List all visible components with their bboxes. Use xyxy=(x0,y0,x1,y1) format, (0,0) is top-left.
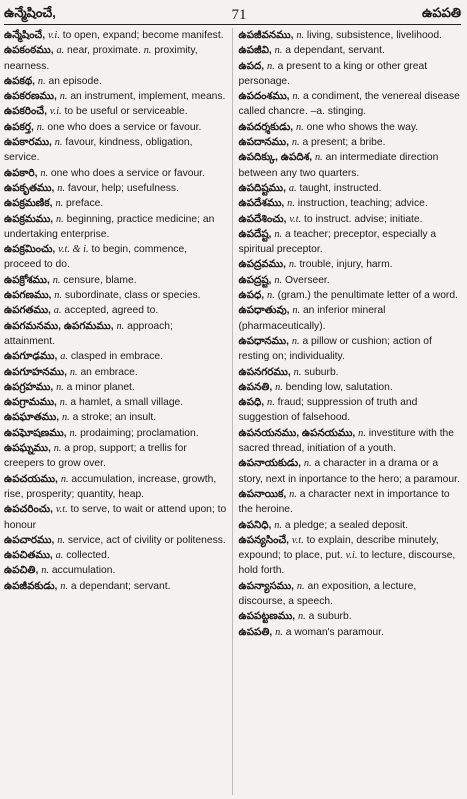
entry-headword: ఉపపట్టణము, xyxy=(238,611,296,623)
entry-pos: n. xyxy=(60,580,68,592)
dictionary-entry xyxy=(239,426,462,457)
entry-definition: a condiment, the venereal disease called chancre. –a. stinging. xyxy=(238,91,460,118)
entry-headword: ఉపనాయిక, xyxy=(238,488,287,500)
entry-definition: service, act of civility or politeness. xyxy=(67,534,226,546)
entry-definition: a pillow or cushion; action of resting on; individuality. xyxy=(238,335,432,363)
entry-headword: ఉపకర్త, xyxy=(4,121,34,133)
entry-definition: preface. xyxy=(66,198,104,210)
entry-pos: n. xyxy=(274,45,283,57)
entry-pos: n. xyxy=(61,412,70,424)
entry-definition: subordinate, class or species. xyxy=(64,290,201,302)
entry-headword: ఉపజీవనము, xyxy=(238,30,294,41)
dictionary-entry xyxy=(239,456,462,487)
entry-headword: ఉపనాయకుడు, xyxy=(238,458,301,470)
entry-pos: n. xyxy=(274,274,283,286)
dictionary-entry xyxy=(4,410,227,425)
entry-definition: one who shows the way. xyxy=(306,121,419,133)
entry-pos: n. xyxy=(55,198,64,210)
entry-definition: one who does a service or favour. xyxy=(47,121,202,133)
entry-headword: ఉపచితి, xyxy=(4,565,39,577)
entry-headword: ఉపగూహనము, xyxy=(4,366,67,378)
dictionary-entry xyxy=(4,120,227,135)
entry-definition: a character next in importance to the heroine. xyxy=(238,488,450,516)
entry-definition: favour, kindness, obligation, service. xyxy=(4,137,193,164)
entry-pos: n. xyxy=(53,443,62,455)
entry-headword: ఉపచయము, xyxy=(4,473,58,485)
entry-headword: ఉపధి, xyxy=(238,397,265,409)
dictionary-entry xyxy=(239,135,462,150)
dictionary-entry xyxy=(239,196,462,211)
entry-definition: censure, blame. xyxy=(63,274,137,286)
dictionary-entry xyxy=(4,104,227,119)
entry-definition: to serve, to wait or attend upon; to honour xyxy=(4,504,227,531)
entry-pos: n. xyxy=(267,397,275,409)
entry-pos: n. xyxy=(292,91,301,103)
entry-pos: n. xyxy=(275,381,283,393)
entry-headword: ఉపగ్రహము, xyxy=(4,381,54,393)
entry-headword: ఉపనిధి, xyxy=(238,519,272,531)
dictionary-entry xyxy=(4,212,227,243)
dictionary-entry xyxy=(4,349,227,364)
entry-headword: ఉపకారి, xyxy=(4,167,38,179)
entry-headword: ఉపకృతము, xyxy=(4,182,55,194)
dictionary-entry xyxy=(239,150,462,181)
entry-definition: a teacher; preceptor, especially a spiritual preceptor. xyxy=(238,228,437,256)
dictionary-entry xyxy=(239,43,462,58)
entry-pos: n. xyxy=(288,259,297,271)
entry-definition: investiture with the sacred thread, initiation of a youth. xyxy=(238,427,455,455)
dictionary-entry xyxy=(4,74,227,89)
dictionary-entry xyxy=(239,120,462,135)
dictionary-entry xyxy=(239,28,462,43)
entry-definition: a present to a king or other great personage. xyxy=(238,60,428,87)
entry-headword: ఉపదర్శకుడు, xyxy=(238,121,294,133)
entry-definition: an exposition, a lecture, discourse, a speech. xyxy=(238,580,417,607)
dictionary-entry xyxy=(239,365,462,380)
dictionary-entry xyxy=(4,563,227,578)
entry-headword: ఉపద, xyxy=(238,60,265,72)
entry-pos: n. xyxy=(41,565,49,577)
entry-headword: ఉపధ, xyxy=(238,290,265,302)
entry-headword: ఉపగతము, xyxy=(4,305,51,317)
dictionary-entry xyxy=(4,181,227,196)
dictionary-entry xyxy=(239,303,462,334)
header-left-headword: ఉన్మేషించే, xyxy=(4,5,56,20)
dictionary-entry xyxy=(239,334,462,365)
entry-definition: living, subsistence, livelihood. xyxy=(306,30,442,41)
entry-headword: ఉపనయనము, ఉపనయము, xyxy=(238,427,356,439)
entry-headword: ఉపనతి, xyxy=(238,381,273,393)
entry-headword: ఉపక్రోశము, xyxy=(4,274,50,286)
dictionary-entry xyxy=(239,181,462,196)
entry-definition: to begin, commence, proceed to do. xyxy=(4,244,188,271)
entry-headword: ఉన్మేషించే, xyxy=(4,30,46,41)
entry-headword: ఉపగమనము, ఉపగమము, xyxy=(4,320,114,332)
entry-headword: ఉపక్రమణిక, xyxy=(4,198,53,210)
entry-definition: one who does a service or favour. xyxy=(50,167,205,179)
entry-headword: ఉపదిక్కు, ఉపదిశ, xyxy=(238,152,313,164)
dictionary-entry xyxy=(4,579,227,594)
dictionary-entry xyxy=(4,135,227,166)
entry-pos: n. xyxy=(57,534,65,546)
entry-definition: a hamlet, a small village. xyxy=(70,397,184,409)
entry-definition: a stroke; an insult. xyxy=(72,412,157,424)
entry-definition: bending low, salutation. xyxy=(285,381,393,393)
entry-definition: to be useful or serviceable. xyxy=(64,106,188,118)
entry-pos: n. xyxy=(36,121,45,133)
dictionary-entry xyxy=(4,288,227,303)
entry-pos: n. xyxy=(298,611,306,623)
entry-definition: a suburb. xyxy=(308,611,352,623)
dictionary-entry xyxy=(239,395,462,426)
entry-pos: v.i. xyxy=(48,30,60,41)
entry-pos: n. xyxy=(274,228,283,240)
entry-pos: n. xyxy=(54,290,62,302)
entry-pos: v.i. xyxy=(345,550,358,562)
entry-definition: instruction, teaching; advice. xyxy=(297,198,428,210)
entry-headword: ఉపధాతువు, xyxy=(238,305,290,317)
entry-pos: n. xyxy=(54,137,63,149)
entry-headword: ఉపకంఠము, xyxy=(4,45,54,57)
entry-pos: a. xyxy=(56,45,65,57)
dictionary-entry xyxy=(4,89,227,104)
entry-headword: ఉపదంశము, xyxy=(238,91,290,103)
dictionary-entry xyxy=(239,257,462,272)
entry-definition: a minor planet. xyxy=(66,381,135,393)
entry-definition: a dependant; servant. xyxy=(70,580,171,592)
entry-definition: collected. xyxy=(66,550,110,562)
dictionary-entry xyxy=(239,533,462,579)
entry-headword: ఉపద్రష్ట, xyxy=(238,274,272,286)
dictionary-entry xyxy=(4,166,227,181)
entry-pos: n. xyxy=(143,45,152,57)
entry-definition: beginning, practice medicine; an undertaking enterprise. xyxy=(4,213,215,240)
entry-headword: ఉపకథ, xyxy=(4,75,36,87)
entry-pos: n. xyxy=(59,397,68,409)
entry-headword: ఉపజీవకుడు, xyxy=(4,580,58,592)
dictionary-entry xyxy=(4,441,227,472)
entry-definition: to lecture, discourse, hold forth. xyxy=(238,550,456,577)
entry-pos: n. xyxy=(275,626,283,638)
entry-headword: ఉపదేశము, xyxy=(238,198,285,210)
entry-definition: an instrument, implement, means. xyxy=(70,91,226,103)
entry-definition: near, proximate. xyxy=(67,45,141,57)
dictionary-entry xyxy=(4,380,227,395)
entry-pos: n. xyxy=(60,473,69,485)
entry-definition: to open, expand; become manifest. xyxy=(62,30,224,41)
entry-headword: ఉపఘోషణము, xyxy=(4,427,67,439)
entry-pos: n. xyxy=(56,381,64,393)
entry-definition: suburb. xyxy=(304,366,339,378)
entry-definition: to explain, describe minutely, expound; to place, put. xyxy=(238,534,439,562)
entry-pos: n. xyxy=(296,580,305,592)
entry-headword: ఉపదేశించు, xyxy=(238,213,287,225)
entry-pos: a. xyxy=(55,550,64,562)
dictionary-entry xyxy=(4,43,227,74)
dictionary-entry xyxy=(239,273,462,288)
entry-headword: ఉపచరించు, xyxy=(4,504,53,516)
entry-pos: n. xyxy=(274,519,283,531)
entry-definition: an episode. xyxy=(48,75,102,87)
dictionary-entry xyxy=(239,625,462,640)
page-header xyxy=(4,2,461,25)
entry-pos: a. xyxy=(288,182,297,194)
entry-pos: v.i. xyxy=(49,106,62,118)
dictionary-entry xyxy=(4,273,227,288)
entry-pos: n. xyxy=(315,152,323,164)
dictionary-entry xyxy=(239,212,462,227)
entry-pos: n. xyxy=(56,213,64,225)
entry-pos: n. xyxy=(267,290,275,302)
right-column xyxy=(233,28,462,795)
entry-headword: ఉపదిష్టము, xyxy=(238,182,286,194)
entry-definition: a woman's paramour. xyxy=(285,626,384,638)
entry-headword: ఉపక్రమము, xyxy=(4,213,54,225)
entry-definition: to instruct. advise; initiate. xyxy=(304,213,423,225)
entry-definition: accumulation, increase, growth, rise, prosperity; quantity, heap. xyxy=(4,473,217,500)
entry-pos: a. xyxy=(60,351,68,363)
entry-definition: approach; attainment. xyxy=(4,320,173,347)
entry-headword: ఉపపతి, xyxy=(238,626,273,638)
dictionary-entry xyxy=(4,196,227,211)
entry-pos: n. xyxy=(116,320,125,332)
entry-definition: prodaiming; proclamation. xyxy=(80,427,199,439)
entry-pos: n. xyxy=(57,182,65,194)
entry-pos: v.t. xyxy=(55,504,68,516)
entry-definition: fraud; suppression of truth and suggestion of falsehood. xyxy=(238,397,418,424)
entry-pos: n. xyxy=(358,427,366,439)
entry-definition: favour, help; usefulness. xyxy=(67,182,179,194)
entry-definition: a prop, support; a trellis for creepers to grow over. xyxy=(4,443,187,470)
entry-pos: n. xyxy=(69,427,78,439)
dictionary-entry xyxy=(239,59,462,90)
entry-headword: ఉపన్యాసము, xyxy=(238,580,294,592)
entry-headword: ఉపగణము, xyxy=(4,290,52,302)
dictionary-entry xyxy=(4,395,227,410)
entry-pos: n. xyxy=(287,198,295,210)
entry-pos: n. xyxy=(267,60,275,72)
dictionary-entry xyxy=(4,472,227,503)
left-column xyxy=(4,28,233,795)
entry-headword: ఉపచితము, xyxy=(4,550,53,562)
entry-headword: ఉపనగరము, xyxy=(238,366,291,378)
entry-definition: (gram.) the penultimate letter of a word. xyxy=(277,290,458,302)
entry-definition: an embrace. xyxy=(80,366,138,378)
entry-definition: trouble, injury, harm. xyxy=(299,259,393,271)
entry-pos: n. xyxy=(291,335,300,347)
dictionary-columns xyxy=(4,28,461,795)
entry-definition: accepted, agreed to. xyxy=(64,305,159,317)
entry-pos: a. xyxy=(53,305,62,317)
dictionary-entry xyxy=(239,288,462,303)
entry-headword: ఉపదానము, xyxy=(238,137,289,149)
entry-pos: n. xyxy=(59,91,68,103)
header-right-headword: ఉపపతి xyxy=(421,5,461,20)
entry-headword: ఉపకరణము, xyxy=(4,91,57,103)
entry-definition: proximity, nearness. xyxy=(4,45,198,72)
entry-definition: a pledge; a sealed deposit. xyxy=(284,519,408,531)
entry-pos: n. xyxy=(292,305,301,317)
entry-pos: n. xyxy=(303,458,312,470)
dictionary-entry xyxy=(239,579,462,610)
entry-headword: ఉపఘ్నము, xyxy=(4,443,51,455)
entry-definition: an inferior mineral (pharmaceutically). xyxy=(238,305,386,332)
entry-headword: ఉపన్యసించే, xyxy=(238,534,290,546)
entry-definition: an intermediate direction between any two quarters. xyxy=(238,152,439,179)
entry-definition: accumulation. xyxy=(51,565,116,577)
entry-pos: v.t. xyxy=(291,534,304,546)
page-number: 71 xyxy=(231,7,247,23)
entry-definition: Overseer. xyxy=(285,274,330,286)
entry-pos: n. xyxy=(69,366,78,378)
entry-headword: ఉపద్రవము, xyxy=(238,259,286,271)
entry-pos: n. xyxy=(296,30,305,41)
dictionary-entry xyxy=(239,487,462,518)
entry-definition: taught, instructed. xyxy=(299,182,382,194)
entry-headword: ఉపక్రమించు, xyxy=(4,244,56,256)
entry-definition: a dependant, servant. xyxy=(285,45,385,57)
dictionary-entry xyxy=(4,319,227,350)
dictionary-entry xyxy=(239,518,462,533)
entry-headword: ఉపదేష్ట, xyxy=(238,228,272,240)
entry-pos: n. xyxy=(40,167,49,179)
entry-headword: ఉపగూఢము, xyxy=(4,351,58,363)
dictionary-entry xyxy=(4,533,227,548)
dictionary-entry xyxy=(4,365,227,380)
dictionary-entry xyxy=(239,380,462,395)
dictionary-entry xyxy=(4,242,227,273)
entry-pos: n. xyxy=(289,488,297,500)
entry-pos: v.t. & i. xyxy=(58,244,89,256)
dictionary-entry xyxy=(239,89,462,120)
dictionary-entry xyxy=(239,609,462,624)
dictionary-entry xyxy=(4,502,227,533)
entry-headword: ఉపకరించే, xyxy=(4,106,47,118)
entry-pos: n. xyxy=(291,137,300,149)
entry-definition: clasped in embrace. xyxy=(70,351,163,363)
entry-headword: ఉపజీవి, xyxy=(238,45,272,57)
dictionary-entry xyxy=(4,426,227,441)
entry-headword: ఉపధానము, xyxy=(238,335,289,347)
entry-definition: a present; a bribe. xyxy=(302,137,386,149)
dictionary-entry xyxy=(4,303,227,318)
entry-pos: v.t. xyxy=(289,213,302,225)
entry-headword: ఉపఘాతము, xyxy=(4,412,60,424)
entry-headword: ఉపగ్రామము, xyxy=(4,397,57,409)
entry-pos: n. xyxy=(293,366,302,378)
entry-pos: n. xyxy=(52,274,61,286)
dictionary-entry xyxy=(4,28,227,43)
entry-definition: a character in a drama or a story, next in inportance to the hero; a paramour. xyxy=(238,458,460,485)
entry-pos: n. xyxy=(296,121,304,133)
dictionary-entry xyxy=(4,548,227,563)
entry-pos: n. xyxy=(37,75,46,87)
entry-headword: ఉపకారము, xyxy=(4,137,52,149)
dictionary-entry xyxy=(239,227,462,258)
entry-headword: ఉపచారము, xyxy=(4,534,55,546)
